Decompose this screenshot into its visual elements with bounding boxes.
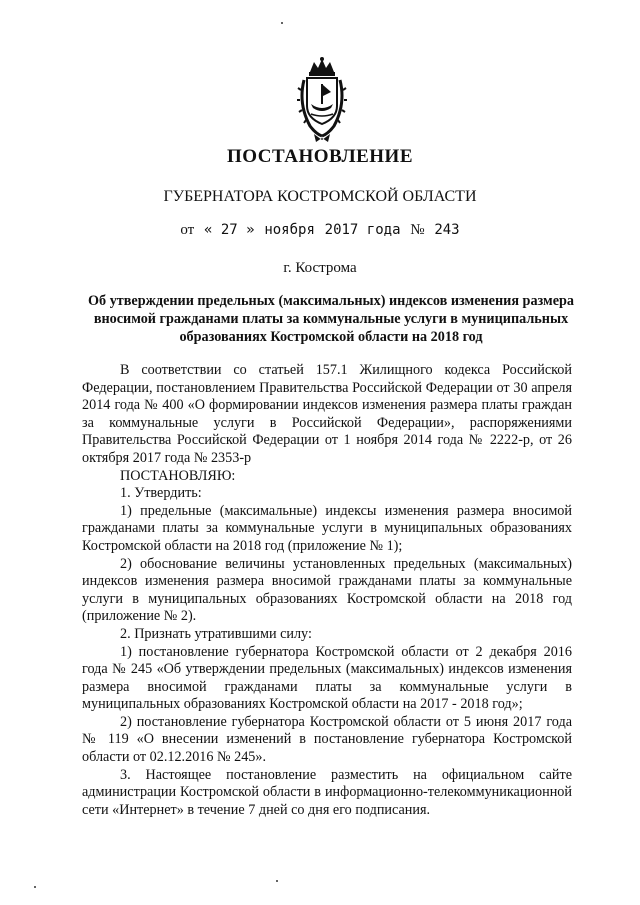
document-title: ПОСТАНОВЛЕНИЕ <box>226 146 414 167</box>
document-subtitle: ГУБЕРНАТОРА КОСТРОМСКОЙ ОБЛАСТИ <box>163 188 477 205</box>
document-body <box>82 362 572 819</box>
date-day: « 27 » <box>203 222 255 238</box>
paragraph-item-1-1: 1) предельные (максимальные) индексы изменения размера вносимой гражданами платы за коммунальные услуги в муниципальных образованиях Костромской области на 2018 год (приложение № 1); <box>82 502 572 554</box>
paragraph-preamble: В соответствии со статьей 157.1 Жилищного кодекса Российской Федерации, постановлением Правительства Российской Федерации от 30 апреля 2014 года № 400 «О формировании индексов изменения размера платы граждан за коммунальные услуги в Российской Федерации», распоряжениями Правительства Российской Федерации от 1 ноября 2014 года № 2222-р, от 26 октября 2017 года № 2353-р <box>82 362 572 466</box>
city-line: г. Кострома <box>283 260 357 276</box>
paragraph-item-2-2: 2) постановление губернатора Костромской области от 5 июня 2017 года № 119 «О внесении изменений в постановление губернатора Костромской области от 02.12.2016 № 245». <box>82 713 572 766</box>
paragraph-decree: ПОСТАНОВЛЯЮ: <box>120 467 236 484</box>
paragraph-item-1: 1. Утвердить: <box>120 485 202 502</box>
paragraph-item-3: 3. Настоящее постановление разместить на официальном сайте администрации Костромской области в информационно-телекоммуникационной сети «Интернет» в течение 7 дней со дня его подписания. <box>82 766 572 818</box>
paragraph-item-2: 2. Признать утратившими силу: <box>120 625 312 642</box>
paragraph-item-1-2: 2) обоснование величины установленных предельных (максимальных) индексов изменения размера вносимой гражданами платы за коммунальные услуги в муниципальных образованиях Костромской области на 2018 год (приложение № 2). <box>82 555 572 625</box>
number-sign: № <box>410 222 425 238</box>
paragraph-item-2-1: 1) постановление губернатора Костромской области от 2 декабря 2016 года № 245 «Об утверждении предельных (максимальных) индексов изменения размера вносимой гражданами платы за коммунальные услуги в муниципальных образованиях Костромской области на 2017 - 2018 год»; <box>82 643 572 713</box>
kostroma-coat-of-arms-icon <box>296 56 348 144</box>
date-year: 2017 года <box>324 222 401 238</box>
date-prefix: от <box>180 222 195 238</box>
date-month: ноября <box>264 222 315 238</box>
date-line <box>0 222 640 239</box>
document-number: 243 <box>434 222 460 238</box>
document-heading: Об утверждении предельных (максимальных) индексов изменения размера вносимой гражданами платы за коммунальные услуги в муниципальных образованиях Костромской области на 2018 год <box>88 293 574 345</box>
